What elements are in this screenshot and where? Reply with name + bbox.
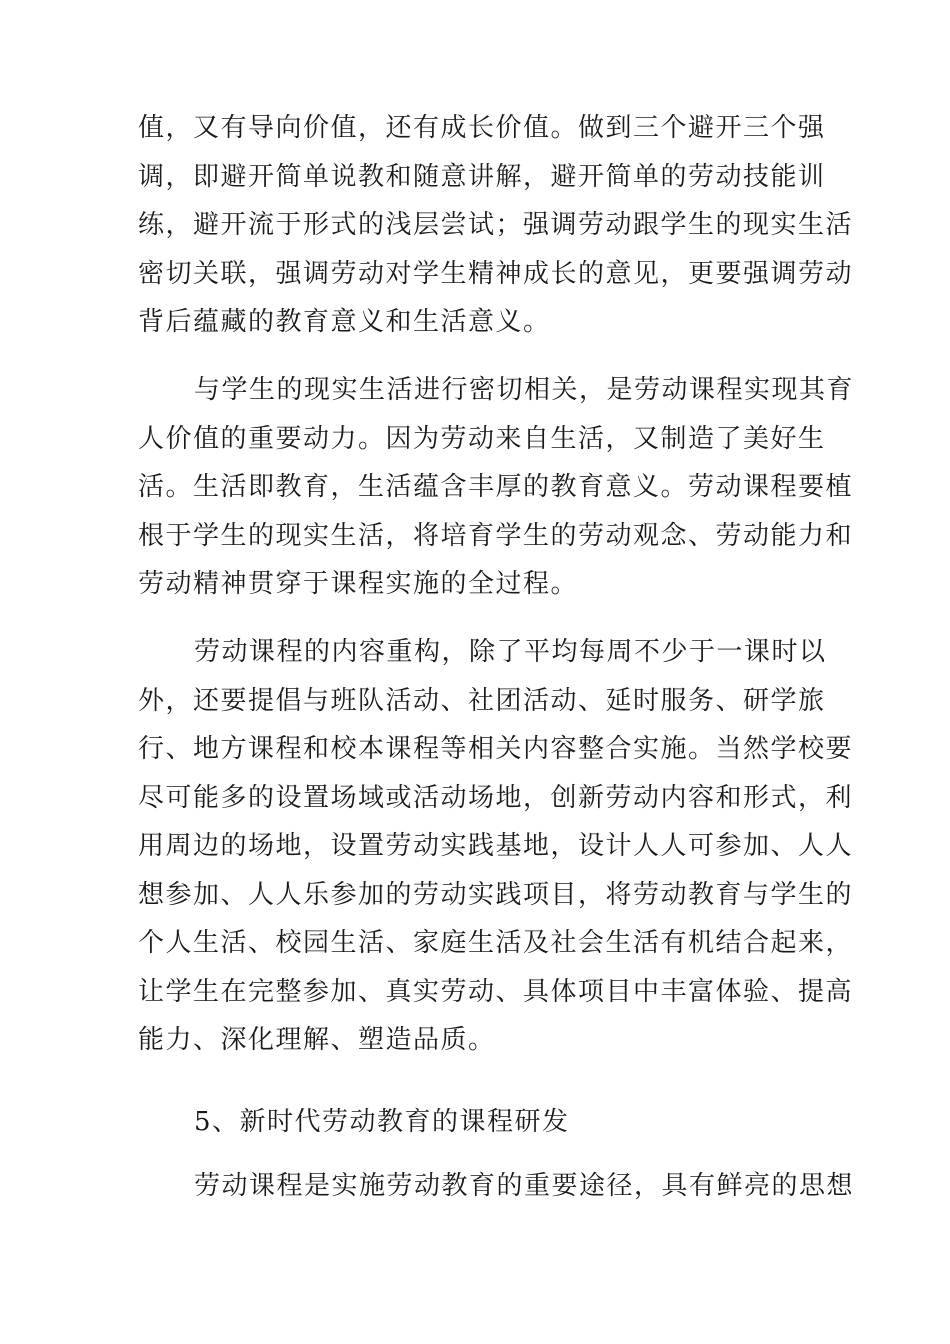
paragraph-line: 值，又有导向价值，还有成长价值。做到三个避开三个强: [138, 113, 826, 143]
paragraph-line: 调，即避开简单说教和随意讲解，避开简单的劳动技能训: [138, 161, 826, 192]
paragraph-3: [138, 628, 854, 1065]
paragraph-line: 练，避开流于形式的浅层尝试；强调劳动跟学生的现实生活: [138, 210, 854, 240]
paragraph-4: [138, 1162, 855, 1211]
paragraph-line: 劳动课程是实施劳动教育的重要途径，具有鲜亮的思想: [194, 1171, 855, 1201]
paragraph-line: 个人生活、校园生活、家庭生活及社会生活有机结合起来，: [138, 928, 854, 958]
paragraph-line: 活。生活即教育，生活蕴含丰厚的教育意义。劳动课程要植: [138, 472, 854, 502]
paragraph-line: 尽可能多的设置场域或活动场地，创新劳动内容和形式，利: [138, 782, 854, 813]
paragraph-line: 想参加、人人乐参加的劳动实践项目，将劳动教育与学生的: [138, 879, 854, 910]
paragraph-line: 让学生在完整参加、真实劳动、具体项目中丰富体验、提高: [138, 976, 854, 1007]
paragraph-line: 密切关联，强调劳动对学生精神成长的意见，更要强调劳动: [138, 258, 854, 289]
paragraph-line: 劳动课程的内容重构，除了平均每周不少于一课时以: [194, 637, 827, 667]
paragraph-line: 人价值的重要动力。因为劳动来自生活，又制造了美好生: [138, 423, 826, 454]
section-heading-text: 5、新时代劳动教育的课程研发: [194, 1107, 570, 1137]
paragraph-line: 行、地方课程和校本课程等相关内容整合实施。当然学校要: [138, 734, 854, 764]
paragraph-line: 用周边的场地，设置劳动实践基地，设计人人可参加、人人: [138, 831, 854, 861]
paragraph-line: 根于学生的现实生活，将培育学生的劳动观念、劳动能力和: [138, 520, 854, 551]
paragraph-2: [138, 366, 855, 609]
paragraph-line: 能力、深化理解、塑造品质。: [138, 1025, 496, 1055]
paragraph-1: [138, 104, 854, 347]
paragraph-line: 与学生的现实生活进行密切相关，是劳动课程实现其育: [194, 375, 855, 405]
paragraph-line: 外，还要提倡与班队活动、社团活动、延时服务、研学旅: [138, 685, 826, 716]
paragraph-line: 劳动精神贯穿于课程实施的全过程。: [138, 569, 579, 599]
paragraph-line: 背后蕴藏的教育意义和生活意义。: [138, 307, 551, 337]
section-heading: [138, 1098, 800, 1147]
